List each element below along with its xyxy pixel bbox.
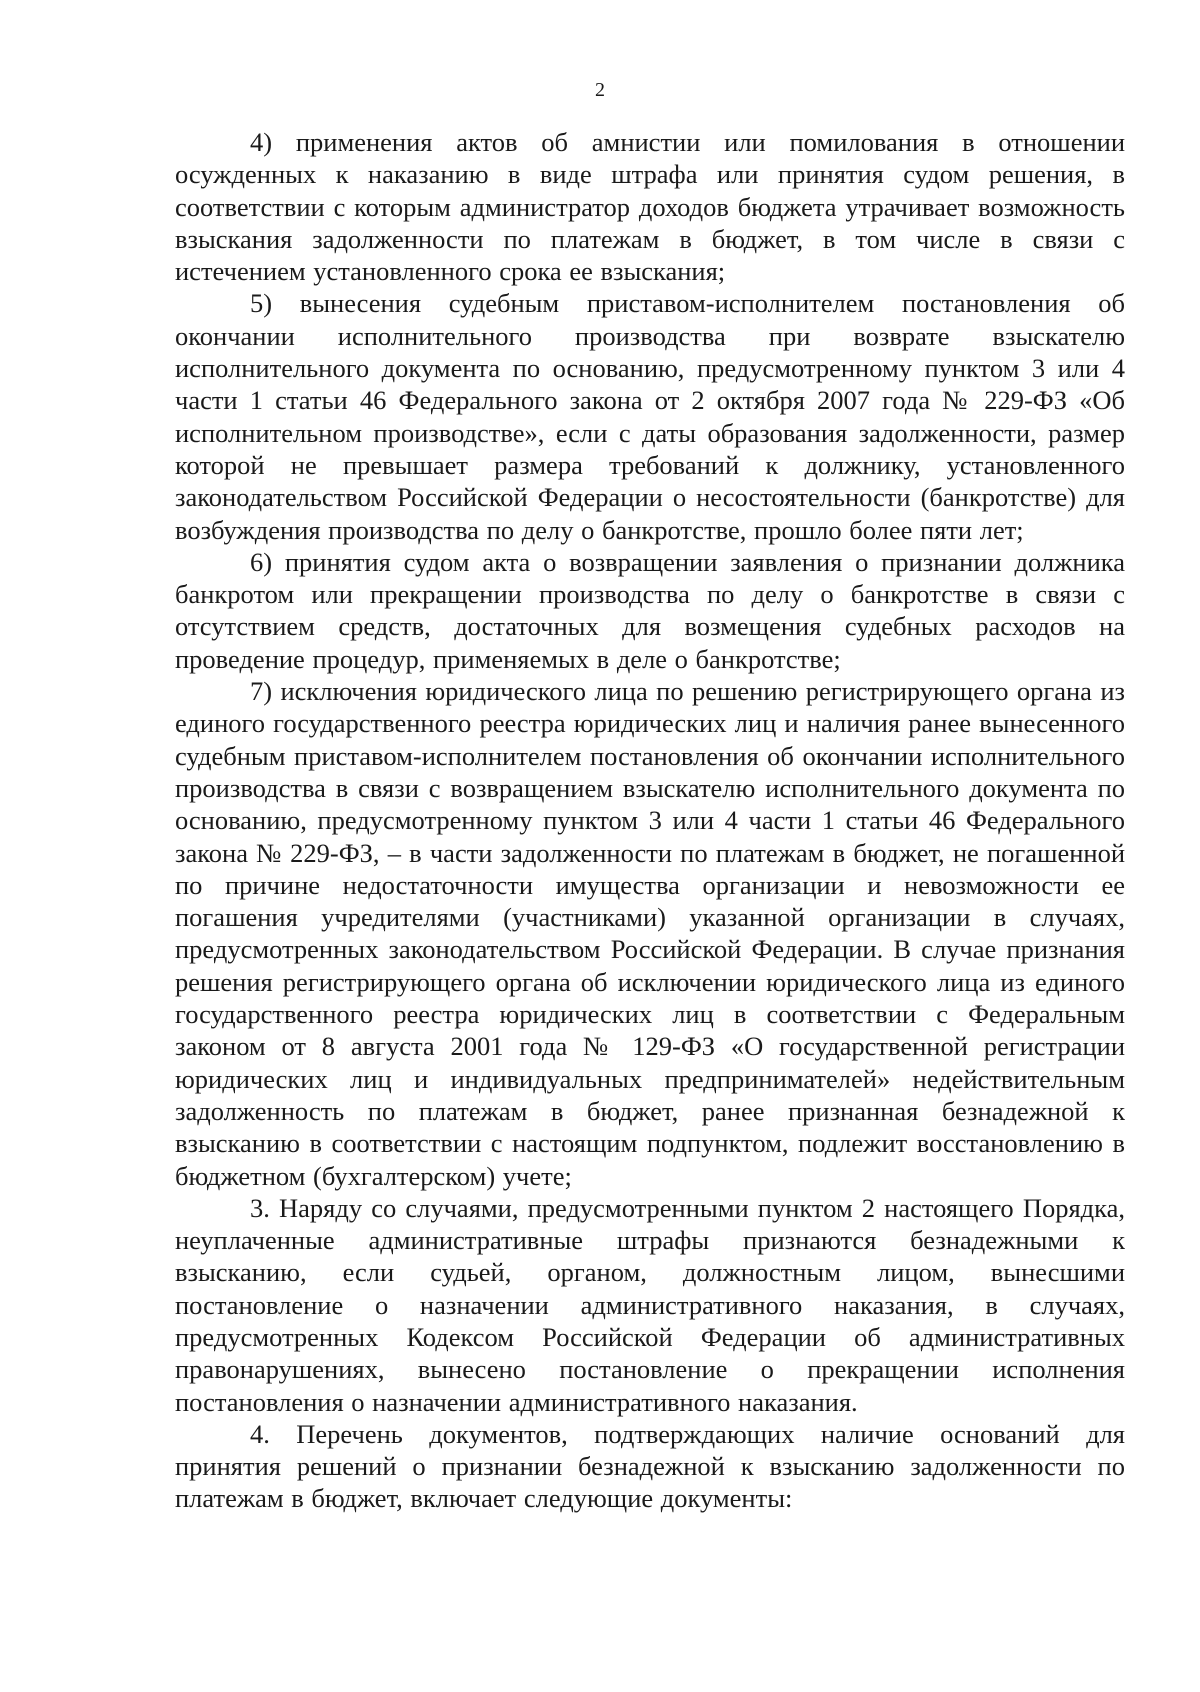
paragraph-clause-4: 4. Перечень документов, подтверждающих наличие оснований для принятия решений о признании безнадежной к взысканию задолженности по платежам в бюджет, включает следующие документы: (175, 1418, 1125, 1514)
paragraph-item-6: 6) принятия судом акта о возвращении заявления о признании должника банкротом или прекращении производства по делу о банкротстве в связи с отсутствием средств, достаточных для возмещения судебных расходов на проведение процедур, применяемых в деле о банкротстве; (175, 546, 1125, 674)
paragraph-item-5: 5) вынесения судебным приставом-исполнителем постановления об окончании исполнительного производства при возврате взыскателю исполнительного документа по основанию, предусмотренному пунктом 3 или 4 части 1 статьи 46 Федерального закона от 2 октября 2007 года № 229-ФЗ «Об исполнительном производстве», если с даты образования задолженности, размер которой не превышает размера требований к должнику, установленного законодательством Российской Федерации о несостоятельности (банкротстве) для возбуждения производства по делу о банкротстве, прошло более пяти лет; (175, 288, 1125, 545)
paragraph-item-7: 7) исключения юридического лица по решению регистрирующего органа из единого государственного реестра юридических лиц и наличия ранее вынесенного судебным приставом-исполнителем постановления об окончании исполнительного производства в связи с возвращением взыскателю исполнительного документа по основанию, предусмотренному пунктом 3 или 4 части 1 статьи 46 Федерального закона № 229-ФЗ, – в части задолженности по платежам в бюджет, не погашенной по причине недостаточности имущества организации и невозможности ее погашения учредителями (участниками) указанной организации в случаях, предусмотренных законодательством Российской Федерации. В случае признания решения регистрирующего органа об исключении юридического лица из единого государственного реестра юридических лиц в соответствии с Федеральным законом от 8 августа 2001 года № 129-ФЗ «О государственной регистрации юридических лиц и индивидуальных предпринимателей» недействительным задолженность по платежам в бюджет, ранее признанная безнадежной к взысканию в соответствии с настоящим подпунктом, подлежит восстановлению в бюджетном (бухгалтерском) учете; (175, 676, 1125, 1191)
paragraph-clause-3: 3. Наряду со случаями, предусмотренными пунктом 2 настоящего Порядка, неуплаченные административные штрафы признаются безнадежными к взысканию, если судьей, органом, должностным лицом, вынесшими постановление о назначении административного наказания, в случаях, предусмотренных Кодексом Российской Федерации об административных правонарушениях, вынесено постановление о прекращении исполнения постановления о назначении административного наказания. (175, 1192, 1125, 1417)
paragraph-item-4: 4) применения актов об амнистии или помилования в отношении осужденных к наказанию в виде штрафа или принятия судом решения, в соответствии с которым администратор доходов бюджета утрачивает возможность взыскания задолженности по платежам в бюджет, в том числе в связи с истечением установленного срока ее взыскания; (175, 127, 1125, 287)
page-number: 2 (595, 79, 605, 101)
document-body (175, 126, 1125, 1515)
